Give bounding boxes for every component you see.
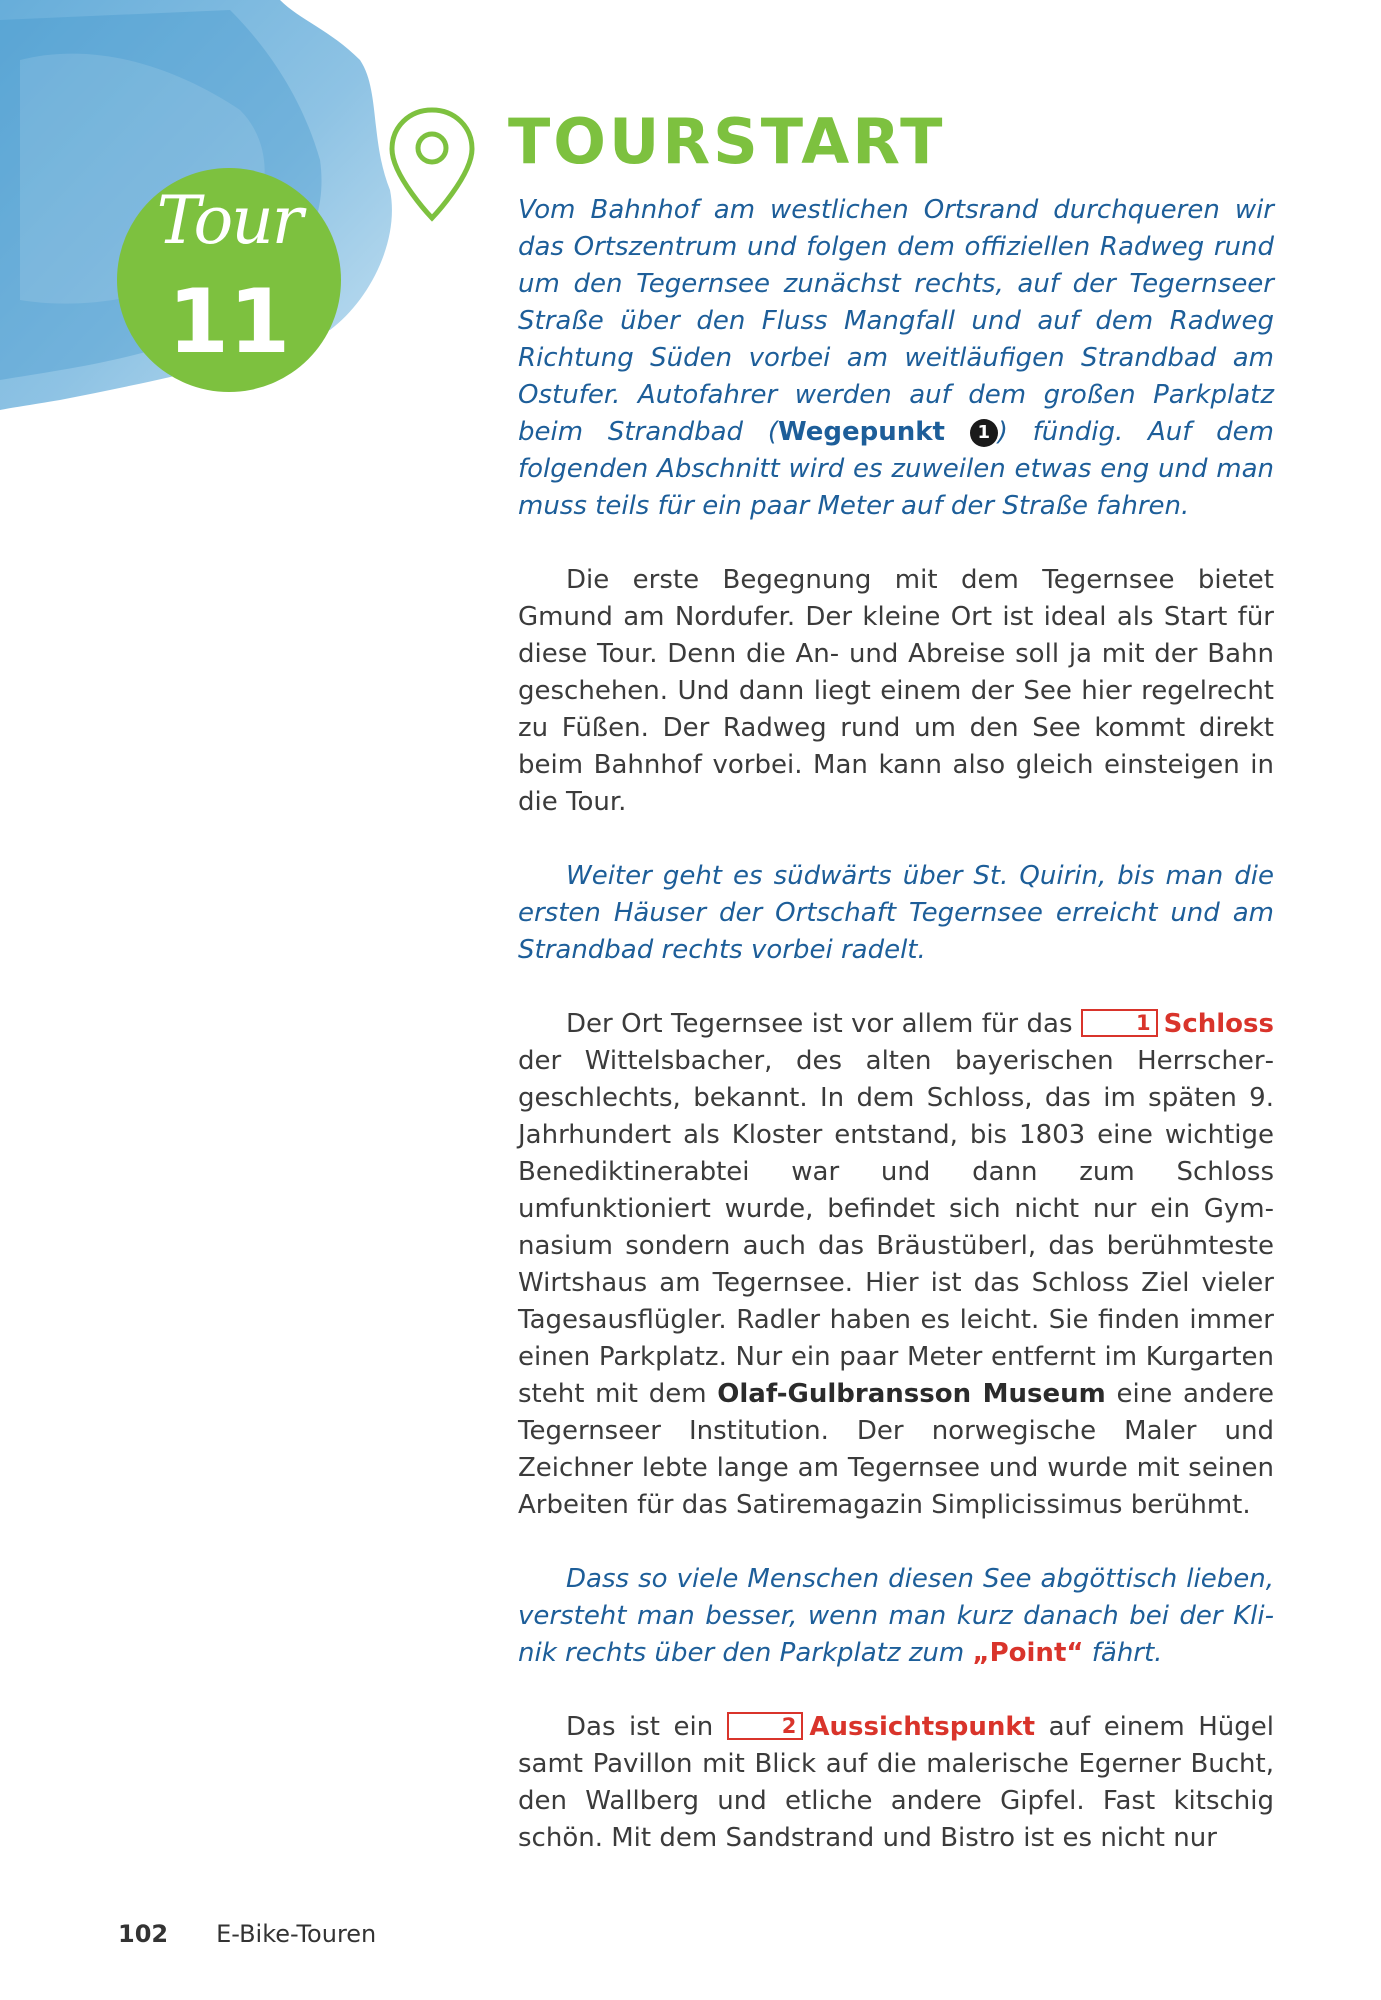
tour-badge — [117, 168, 341, 392]
poi-name-schloss: Schloss — [1163, 1009, 1274, 1039]
poi-marker-1: 1 — [1081, 1009, 1158, 1037]
page-number: 102 — [118, 1920, 169, 1948]
section-heading: TOURSTART — [508, 105, 946, 178]
waypoint-label: Wegepunkt — [777, 417, 945, 447]
tour-label: Tour — [156, 182, 302, 259]
point-name: „Point“ — [972, 1638, 1084, 1668]
poi-marker-2: 2 — [727, 1712, 804, 1740]
route-intro: Vom Bahnhof am westlichen Ortsrand durchqueren wir das Ortszentrum und folgen dem offiziellen Radweg rund um den Tegernsee zunächst rechts, auf der Tegernseer Straße über den Fluss Mangfall und auf dem Radweg Richtung Süden vorbei am weitläufigen Strandbad am Ostufer. Autofahrer werden auf dem großen Parkplatz beim Strandbad (Wegepunkt 1 ) fündig. Auf dem folgenden Abschnitt wird es zuweilen etwas eng und man muss teils für ein paar Meter auf der Straße fahren. — [518, 195, 1274, 521]
museum-name: Olaf-Gulbransson Museum — [717, 1379, 1106, 1409]
tour-number: 11 — [167, 270, 291, 373]
page-footer — [118, 1920, 376, 1948]
paragraph-gmund: Die erste Begegnung mit dem Tegernsee bietet Gmund am Nordufer. Der kleine Ort ist ideal als Start für diese Tour. Denn die An- und Abreise soll ja mit der Bahn geschehen. Und dann liegt einem der See hier regelrecht zu Füßen. Der Radweg rund um den See kommt direkt beim Bahnhof vorbei. Man kann also gleich einsteigen in die Tour. — [518, 565, 1274, 817]
route-note-st-quirin: Weiter geht es südwärts über St. Quirin, bis man die ersten Häuser der Ortschaft Tegernsee erreicht und am Strandbad rechts vorbei radelt. — [518, 861, 1274, 965]
paragraph-aussichtspunkt: Das ist ein 2 Aussichtspunkt auf einem Hügel samt Pavillon mit Blick auf die malerische Egerner Bucht, den Wallberg und etliche andere Gipfel. Fast kitschig schön. Mit dem Sandstrand und Bistro ist es nicht nur — [518, 1712, 1274, 1853]
paragraph-schloss: Der Ort Tegernsee ist vor allem für das 1 Schloss der Wittelsbacher, des alten bayerischen Herrschergeschlechts, bekannt. In dem Schloss, das im späten 9. Jahrhundert als Kloster entstand, bis 1803 eine wichtige Benediktinerabtei war und dann zum Schloss umfunktioniert wurde, befindet sich nicht nur ein Gymnasium sondern auch das Bräustüberl, das berühmteste Wirtshaus am Tegernsee. Hier ist das Schloss Ziel vieler Tagesausflügler. Radler haben es leicht. Sie finden immer einen Parkplatz. Nur ein paar Meter entfernt im Kurgarten steht mit dem Olaf-Gulbransson Museum eine andere Tegernseer Institution. Der norwegische Maler und Zeichner lebte lange am Tegernsee und wurde mit seinen Arbeiten für das Satiremagazin Simplicissimus berühmt. — [518, 1009, 1274, 1520]
book-title: E-Bike-Touren — [216, 1920, 377, 1948]
waypoint-marker: 1 — [970, 419, 998, 447]
location-pin-icon — [387, 106, 477, 224]
article-body — [518, 192, 1274, 1894]
poi-name-aussichtspunkt: Aussichtspunkt — [809, 1712, 1036, 1742]
route-note-point: Dass so viele Menschen diesen See abgöttisch lieben, versteht man besser, wenn man kurz danach bei der Klinik rechts über den Parkplatz zum „Point“ fährt. — [518, 1564, 1274, 1668]
